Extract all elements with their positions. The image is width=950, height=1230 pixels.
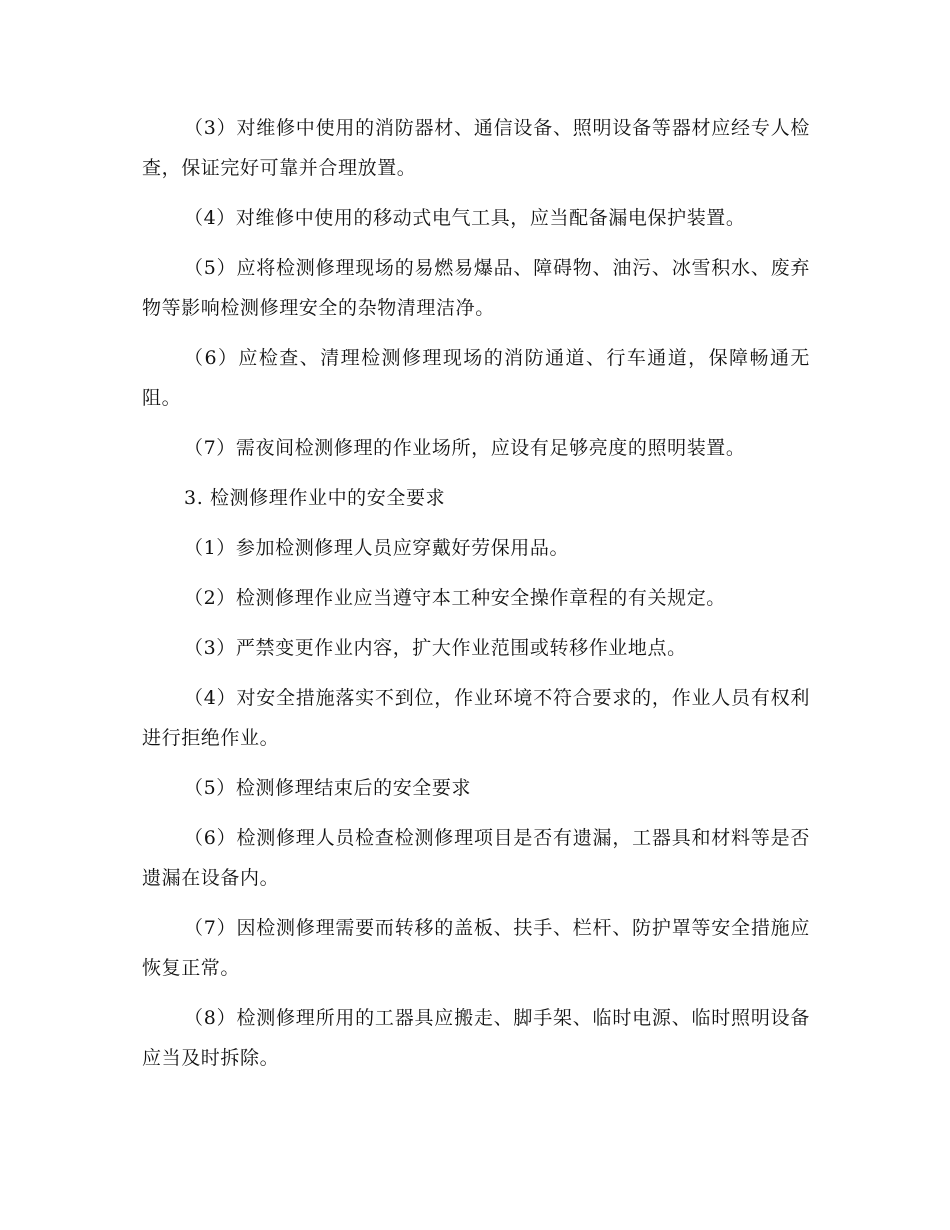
- paragraph-item-4-refuse-work: （4）对安全措施落实不到位，作业环境不符合要求的，作业人员有权利进行拒绝作业。: [142, 687, 810, 749]
- paragraph-item-6-check-omissions: （6）检测修理人员检查检测修理项目是否有遗漏，工器具和材料等是否遗漏在设备内。: [142, 827, 810, 889]
- paragraph-item-5-post-work-requirements: （5）检测修理结束后的安全要求: [184, 777, 472, 799]
- paragraph-item-7-restore-safety: （7）因检测修理需要而转移的盖板、扶手、栏杆、防护罩等安全措施应恢复正常。: [142, 917, 810, 979]
- paragraph-item-4-leakage-protection: （4）对维修中使用的移动式电气工具，应当配备漏电保护装置。: [184, 207, 746, 229]
- paragraph-item-5-site-cleanup: （5）应将检测修理现场的易燃易爆品、障碍物、油污、冰雪积水、废弃物等影响检测修理安全的杂物清理洁净。: [142, 257, 810, 319]
- document-body: [142, 108, 810, 1088]
- paragraph-item-7-night-lighting: （7）需夜间检测修理的作业场所，应设有足够亮度的照明装置。: [184, 437, 746, 459]
- paragraph-item-2-operating-rules: （2）检测修理作业应当遵守本工种安全操作章程的有关规定。: [184, 587, 726, 609]
- paragraph-item-6-passage-check: （6）应检查、清理检测修理现场的消防通道、行车通道，保障畅通无阻。: [142, 347, 810, 409]
- paragraph-item-8-remove-tools: （8）检测修理所用的工器具应搬走、脚手架、临时电源、临时照明设备应当及时拆除。: [142, 1007, 810, 1069]
- paragraph-item-3-no-scope-change: （3）严禁变更作业内容，扩大作业范围或转移作业地点。: [184, 637, 687, 659]
- paragraph-item-1-protective-gear: （1）参加检测修理人员应穿戴好劳保用品。: [184, 537, 570, 559]
- paragraph-item-3-equipment-check: （3）对维修中使用的消防器材、通信设备、照明设备等器材应经专人检查，保证完好可靠并合理放置。: [142, 117, 810, 179]
- section-heading-3: 3. 检测修理作业中的安全要求: [184, 487, 446, 509]
